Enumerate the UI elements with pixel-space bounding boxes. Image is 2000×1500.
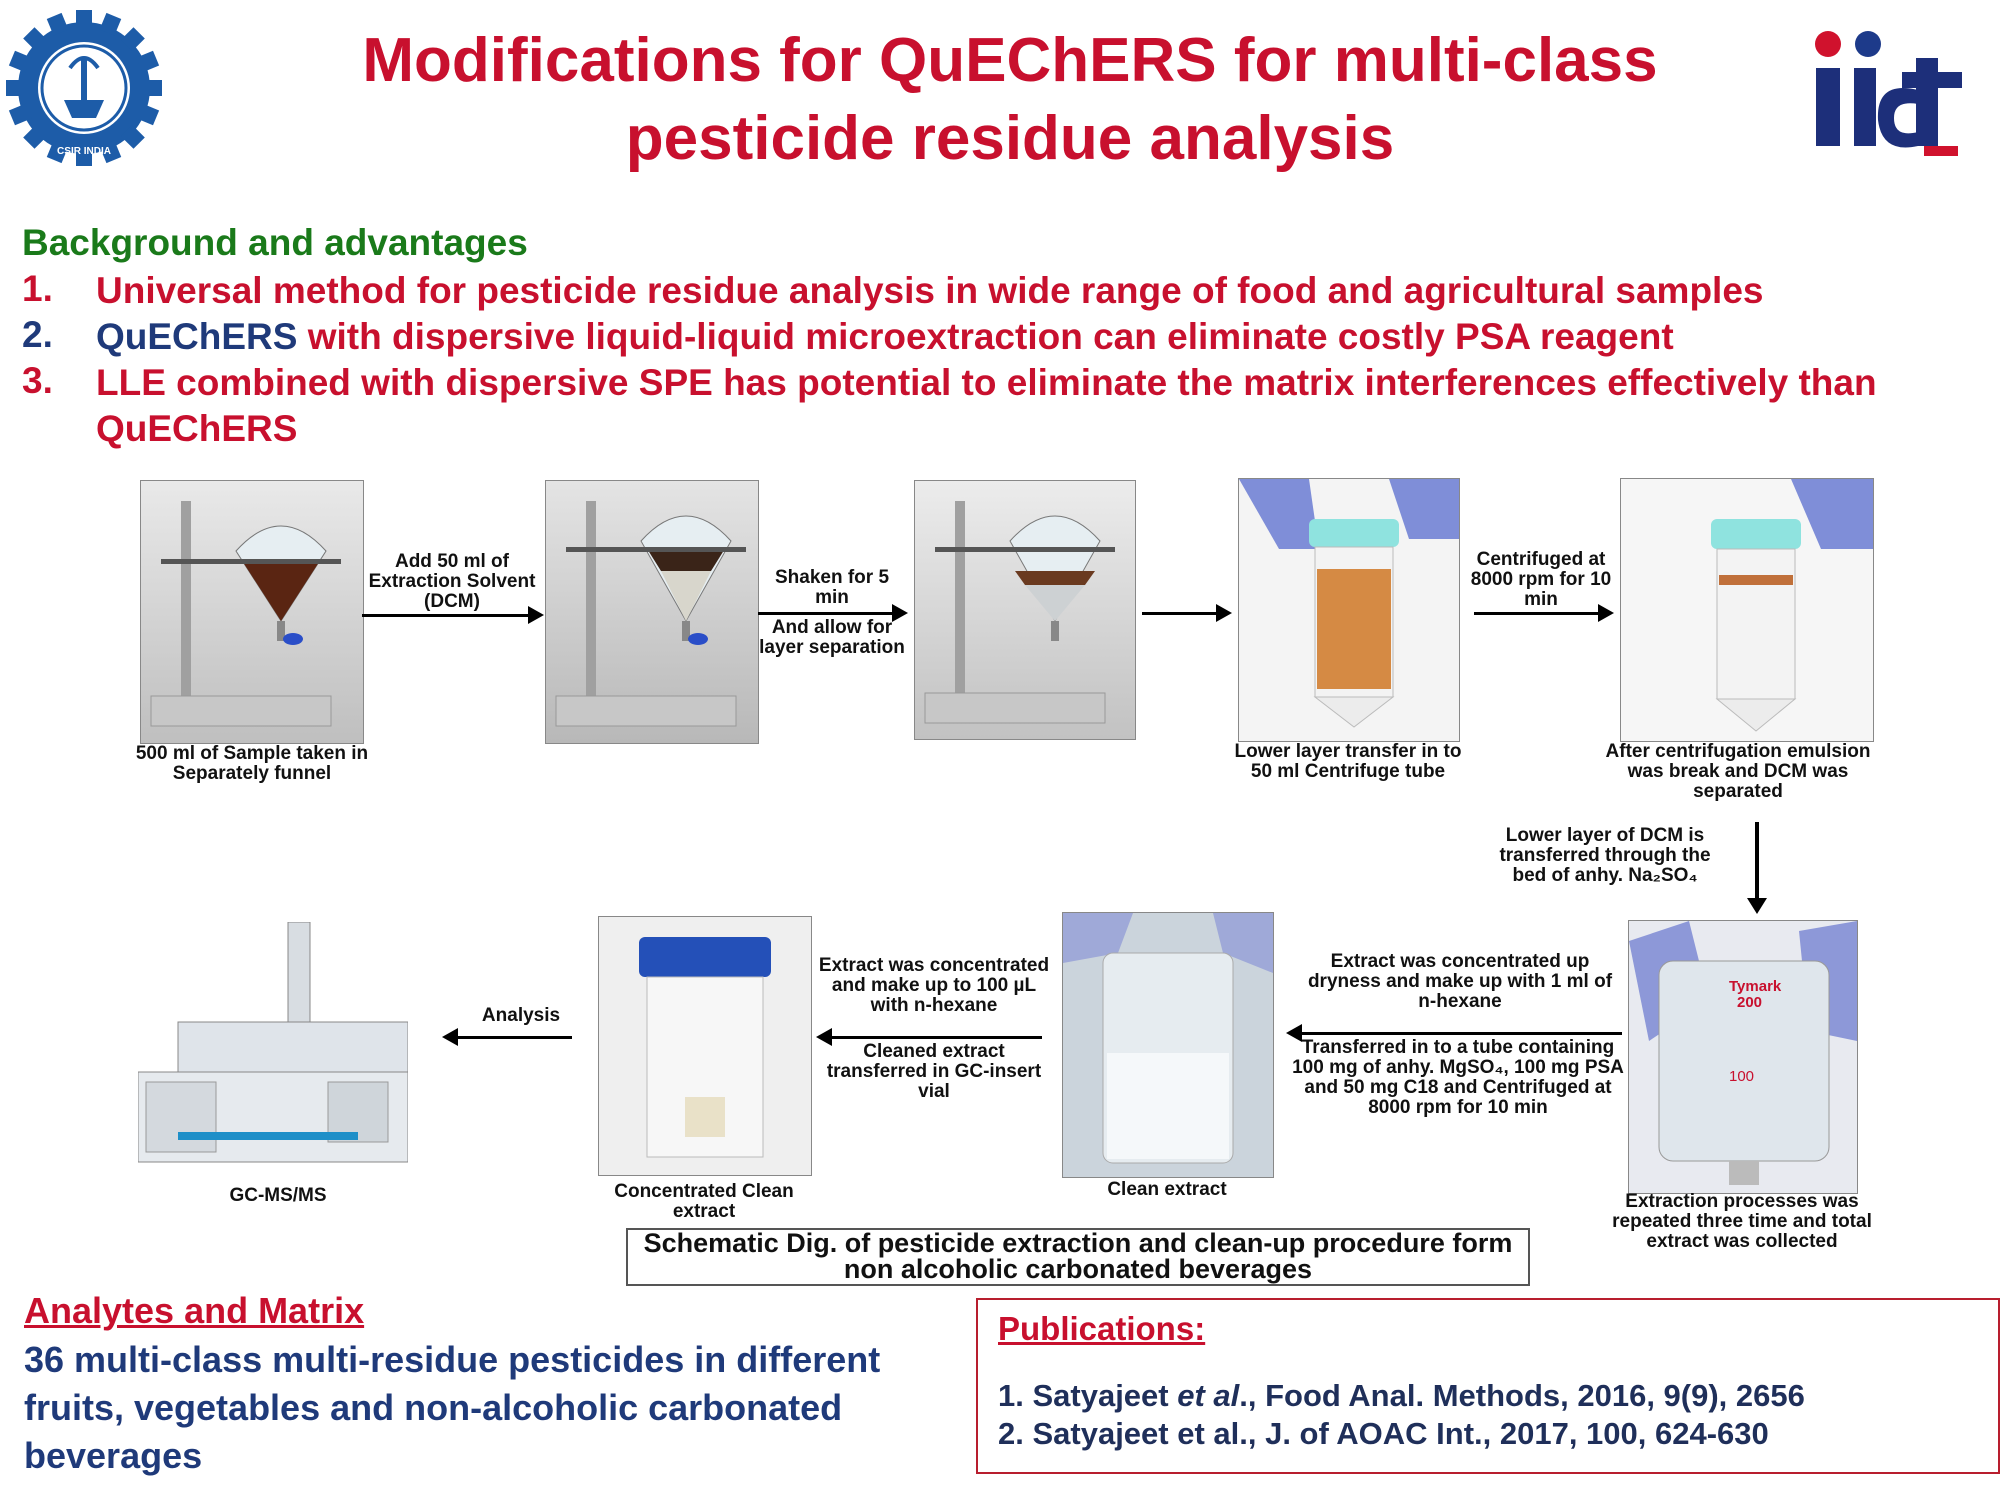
arrow-3-head [1216,604,1232,622]
photo-separatory-funnel-sample [140,480,364,744]
note-shaken: Shaken for 5 min [774,567,890,608]
photo-centrifuge-tube-lower-layer [1238,478,1460,742]
analytes-body: 36 multi-class multi-residue pesticides in different fruits, vegetables and non-alcoholic carbonated beverages [24,1339,881,1476]
arrow-2 [758,612,896,615]
photo-gc-vial [598,916,812,1176]
note-add-solvent: Add 50 ml of Extraction Solvent (DCM) [368,551,536,612]
photo-centrifuged-tube [1620,478,1874,742]
svg-text:200: 200 [1737,994,1763,1011]
bullet-number: 2. [22,314,53,355]
publications-heading: Publications: [998,1310,1206,1347]
arrow-5 [1755,822,1759,902]
page-title: Modifications for QuEChERS for multi-class pesticide residue analysis [362,26,1658,173]
arrow-4 [1474,612,1602,615]
arrow-8-head [442,1028,458,1046]
caption-concentrated-extract: Concentrated Clean extract [614,1181,794,1222]
svg-text:CSIR INDIA: CSIR INDIA [57,146,111,157]
caption-lower-layer: Lower layer transfer in to 50 ml Centrifuge tube [1234,741,1462,782]
publication-1 [998,1378,1805,1414]
bullet-text: Universal method for pesticide residue analysis in wide range of food and agricultural samples [96,270,1764,311]
publication-2: 2. Satyajeet et al., J. of AOAC Int., 2017, 100, 624-630 [998,1416,1769,1451]
note-centrifuged: Centrifuged at 8000 rpm for 10 min [1470,549,1612,610]
arrow-1-head [528,606,544,624]
caption-clean-extract: Clean extract [1107,1179,1227,1200]
arrow-6 [1300,1032,1622,1035]
bullet-lead: QuEChERS [96,316,298,357]
caption-extraction-repeated: Extraction processes was repeated three time and total extract was collected [1612,1191,1872,1252]
iict-logo [1806,28,1966,168]
arrow-5-head [1747,898,1767,914]
photo-funnel-with-solvent [545,480,759,744]
note-transferred-tube: Transferred in to a tube containing 100 mg of anhy. MgSO₄, 100 mg PSA and 50 mg C18 and Centrifuged at 8000 rpm for 10 min [1292,1037,1624,1118]
csir-logo [4,8,164,168]
bullet-number: 3. [22,360,53,401]
publication-1-authors: 1. Satyajeet [998,1378,1178,1413]
bullet-rest: with dispersive liquid-liquid microextraction can eliminate costly PSA reagent [297,316,1674,357]
background-heading: Background and advantages [22,222,528,263]
photo-extraction-bottle [1628,920,1858,1194]
note-concentrated-hexane: Extract was concentrated up dryness and make up with 1 ml of n-hexane [1307,951,1613,1012]
caption-gc-ms-ms: GC-MS/MS [229,1185,327,1206]
arrow-3 [1142,612,1220,615]
caption-after-centrifugation: After centrifugation emulsion was break and DCM was separated [1605,741,1871,802]
arrow-8 [456,1036,572,1039]
note-layer-separation: And allow for layer separation [759,617,905,658]
note-concentrated-100ul: Extract was concentrated and make up to 100 µL with n-hexane [818,955,1050,1016]
publications-box [976,1298,2000,1474]
caption-sample: 500 ml of Sample taken in Separately funnel [135,743,369,784]
svg-text:100: 100 [1729,1068,1755,1085]
photo-funnel-layer-separation [914,480,1136,740]
note-cleaned-extract-vial: Cleaned extract transferred in GC-insert vial [826,1041,1042,1102]
note-analysis: Analysis [481,1005,561,1026]
bullet-number: 1. [22,268,53,309]
publication-1-etal: et al [1177,1378,1240,1413]
schematic-caption: Schematic Dig. of pesticide extraction and clean-up procedure form non alcoholic carbonated beverages [626,1228,1530,1286]
photo-gc-ms-ms [138,922,408,1170]
bullet-text [96,314,1996,360]
arrow-7 [830,1036,1042,1039]
photo-clean-extract [1062,912,1274,1178]
svg-text:Tymark: Tymark [1729,978,1782,995]
publication-1-source: ., Food Anal. Methods, 2016, 9(9), 2656 [1239,1378,1805,1413]
arrow-1 [362,614,532,617]
note-lower-layer-dcm: Lower layer of DCM is transferred through the bed of anhy. Na₂SO₄ [1499,825,1711,886]
bullet-text: LLE combined with dispersive SPE has potential to eliminate the matrix interferences effectively than QuEChERS [96,362,1877,449]
arrow-4-head [1598,604,1614,622]
analytes-heading: Analytes and Matrix [24,1290,365,1331]
